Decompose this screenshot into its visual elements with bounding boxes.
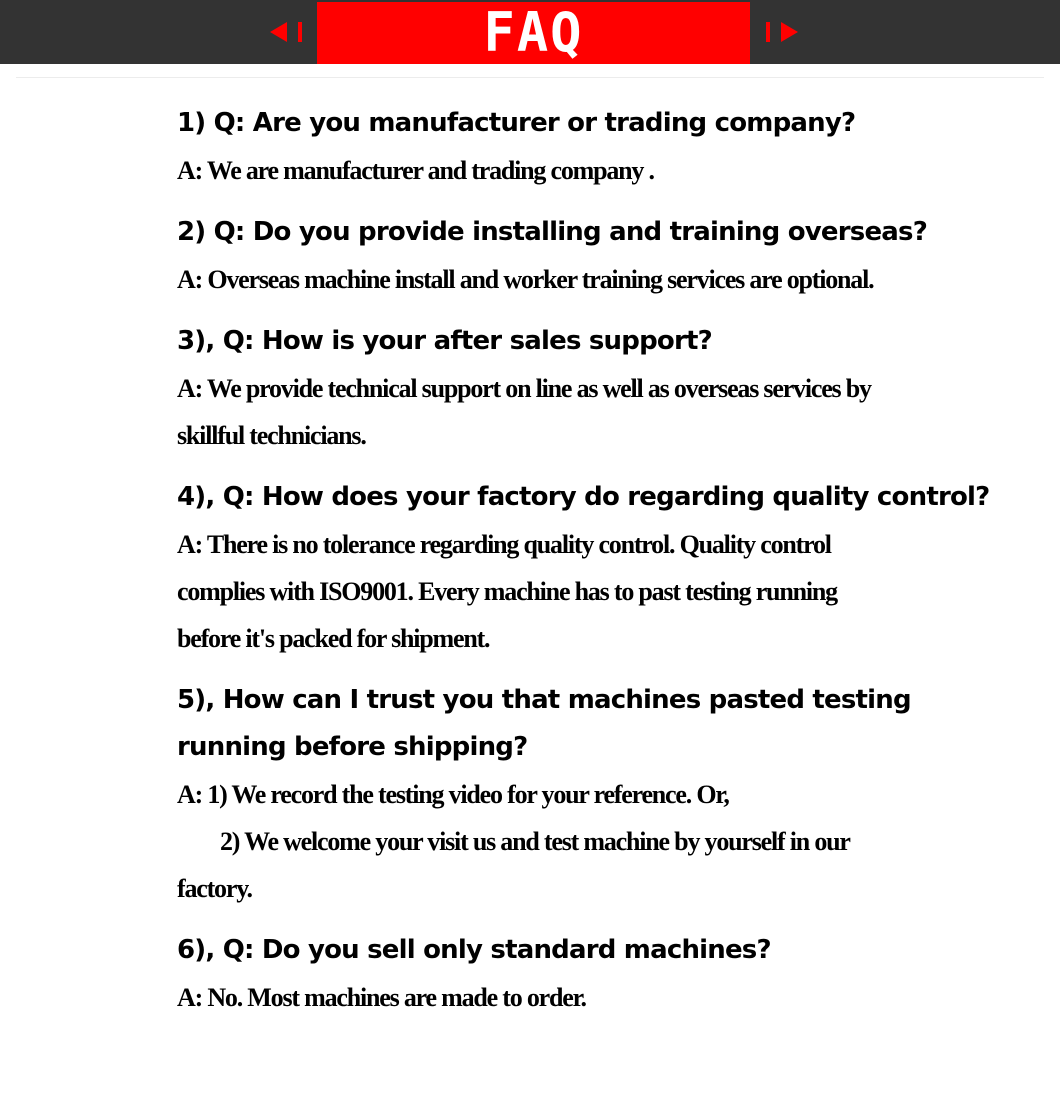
faq-item-5 [177, 677, 1037, 912]
faq-question: running before shipping? [177, 732, 528, 762]
faq-item-2 [177, 209, 1037, 303]
faq-answer: factory. [177, 874, 252, 903]
faq-item-3 [177, 318, 1037, 459]
faq-question: 6), Q: Do you sell only standard machines? [177, 935, 771, 965]
faq-question: 4), Q: How does your factory do regarding quality control? [177, 482, 990, 512]
faq-question: 2) Q: Do you provide installing and training overseas? [177, 217, 927, 247]
faq-banner [317, 2, 750, 64]
page-title: FAQ [483, 1, 584, 65]
faq-answer: A: We are manufacturer and trading company . [177, 156, 654, 185]
faq-item-1 [177, 100, 1037, 194]
faq-item-6 [177, 927, 1037, 1021]
faq-answer: A: Overseas machine install and worker training services are optional. [177, 265, 874, 294]
triangle-left-bar-icon [270, 22, 304, 42]
faq-answer: A: We provide technical support on line as well as overseas services by [177, 374, 871, 403]
bar-triangle-right-icon [764, 22, 798, 42]
faq-answer: complies with ISO9001. Every machine has to past testing running [177, 577, 837, 606]
faq-answer: A: No. Most machines are made to order. [177, 983, 586, 1012]
faq-answer: skillful technicians. [177, 421, 366, 450]
header-bar [0, 0, 1060, 64]
faq-item-4 [177, 474, 1037, 662]
faq-answer: A: There is no tolerance regarding quality control. Quality control [177, 530, 831, 559]
faq-list [177, 100, 1037, 1021]
faq-question: 5), How can I trust you that machines pasted testing [177, 685, 911, 715]
faq-answer: 2) We welcome your visit us and test machine by yourself in our [220, 827, 850, 856]
faq-answer: A: 1) We record the testing video for your reference. Or, [177, 780, 729, 809]
faq-answer: before it's packed for shipment. [177, 624, 490, 653]
header-divider [16, 77, 1044, 78]
faq-question: 3), Q: How is your after sales support? [177, 326, 712, 356]
faq-question: 1) Q: Are you manufacturer or trading company? [177, 108, 856, 138]
